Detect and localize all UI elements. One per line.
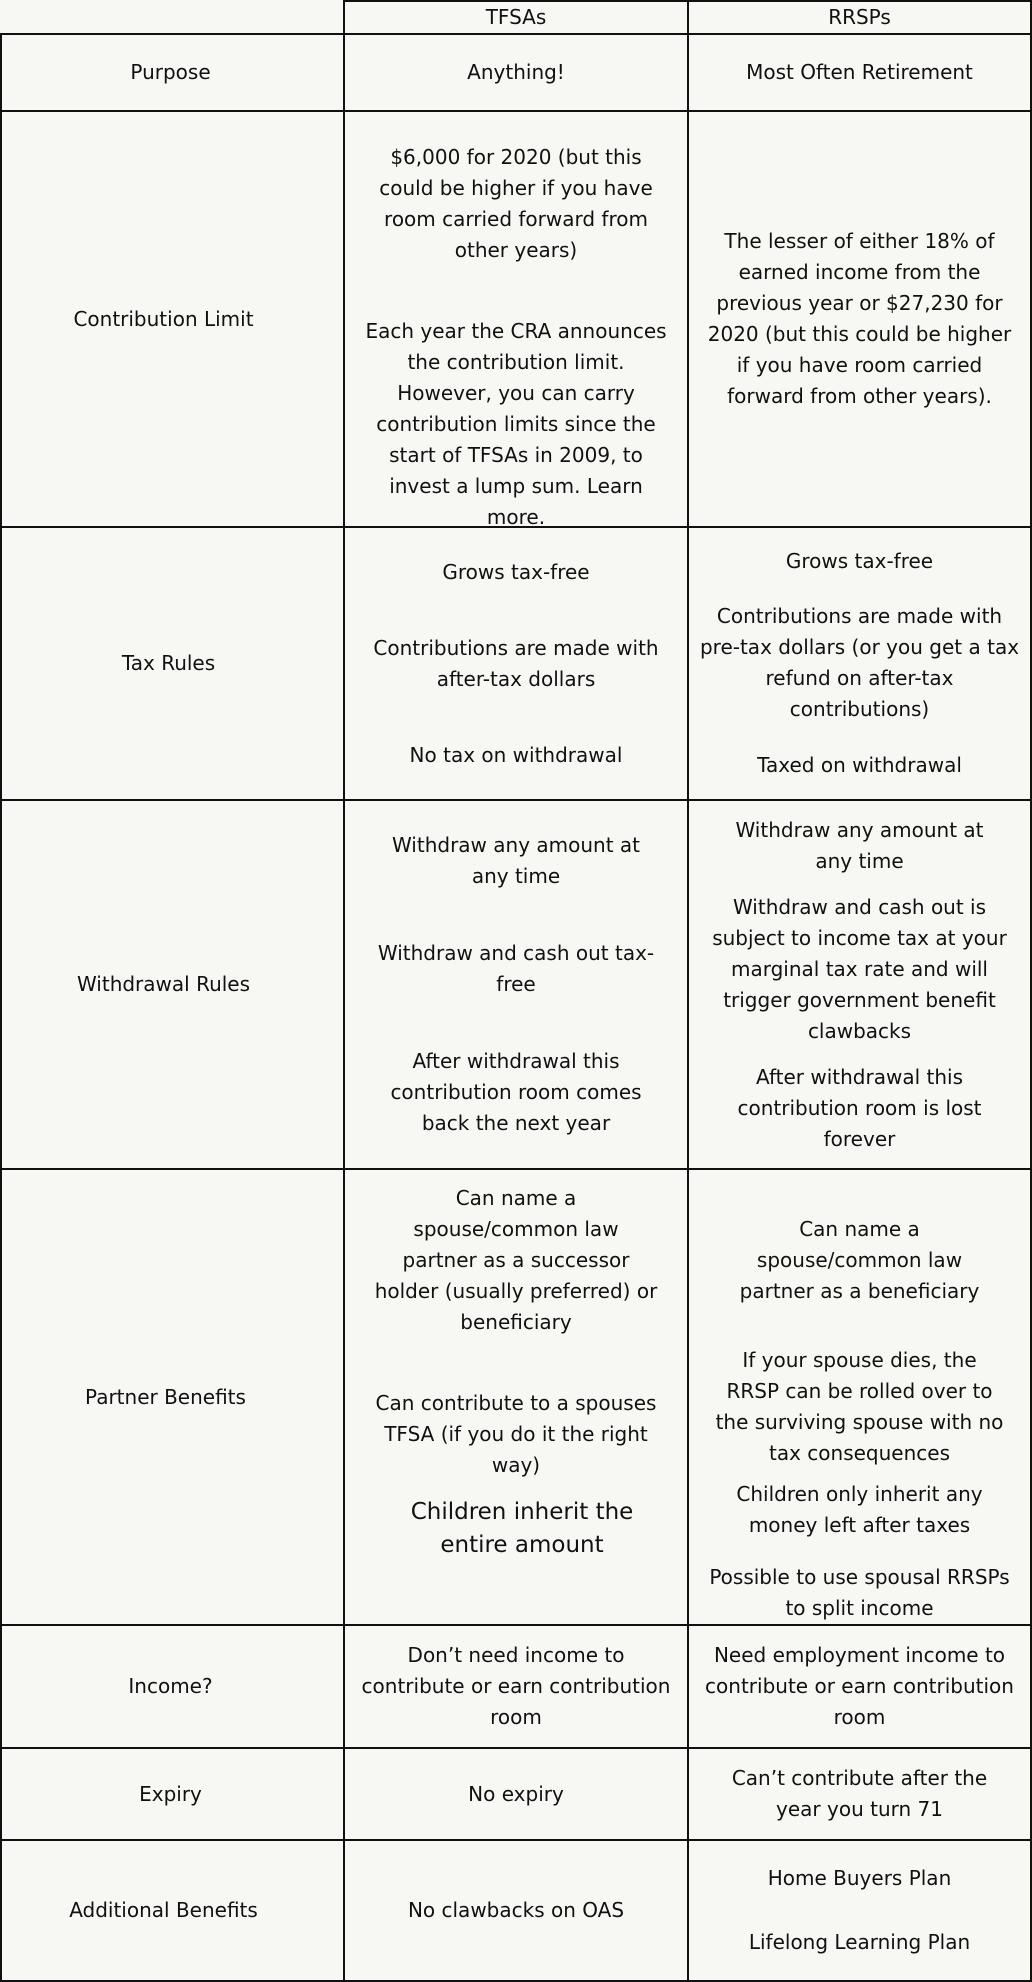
tfsa-withdrawal-rules-cell bbox=[345, 801, 687, 1168]
cell-text: Taxed on withdrawal bbox=[757, 752, 962, 777]
row-label-expiry bbox=[2, 1749, 339, 1839]
tfsa-income-cell bbox=[345, 1626, 687, 1747]
row-label-additional-benefits bbox=[2, 1841, 325, 1980]
rrsp-withdrawal-rules-cell bbox=[689, 801, 1030, 1168]
row-label-text: Partner Benefits bbox=[85, 1384, 246, 1409]
cell-text: Anything! bbox=[467, 60, 565, 84]
row-label-partner-benefits bbox=[2, 1170, 329, 1624]
cell-text: Children only inherit any money left after taxes bbox=[736, 1482, 983, 1537]
cell-text: Can’t contribute after the year you turn 71 bbox=[731, 1766, 988, 1821]
tfsa-additional-benefits-cell bbox=[345, 1841, 687, 1980]
cell-text: After withdrawal this contribution room is lost forever bbox=[737, 1064, 982, 1151]
tfsa-purpose-cell bbox=[345, 35, 687, 110]
cell-text: If your spouse dies, the RRSP can be rolled over to the surviving spouse with no tax consequences bbox=[715, 1348, 1004, 1465]
tfsa-expiry-cell bbox=[345, 1749, 687, 1839]
cell-text: Possible to use spousal RRSPs to split income bbox=[709, 1565, 1010, 1620]
header-text: RRSPs bbox=[828, 5, 891, 29]
tfsa-contribution-limit-cell bbox=[345, 112, 687, 529]
cell-text: Can name a spouse/common law partner as a beneficiary bbox=[739, 1217, 980, 1303]
row-label-text: Tax Rules bbox=[121, 651, 216, 675]
row-label-text: Income? bbox=[128, 1674, 213, 1698]
cell-text: No expiry bbox=[468, 1781, 564, 1806]
cell-text: Withdraw any amount at any time bbox=[391, 833, 641, 888]
row-label-contribution-limit bbox=[2, 112, 325, 526]
row-label-text: Expiry bbox=[139, 1781, 202, 1806]
cell-text: No clawbacks on OAS bbox=[407, 1898, 625, 1922]
rrsp-partner-benefits-cell bbox=[689, 1170, 1030, 1624]
rrsp-expiry-cell bbox=[689, 1749, 1030, 1839]
column-header-tfsa bbox=[345, 2, 687, 33]
rrsp-income-cell bbox=[689, 1626, 1030, 1747]
cell-text: Children inherit the entire amount bbox=[410, 1499, 634, 1558]
row-label-withdrawal-rules bbox=[2, 801, 325, 1168]
column-header-rrsp bbox=[689, 2, 1030, 33]
row-label-purpose bbox=[2, 35, 339, 110]
rrsp-purpose-cell bbox=[689, 35, 1030, 110]
cell-text: Home Buyers Plan bbox=[767, 1866, 952, 1891]
cell-text: Each year the CRA announces the contribution limit. However, you can carry contribution limits since the start of TFSAs in 2009, to invest a lump sum. Learn more. bbox=[365, 319, 667, 529]
cell-text: No tax on withdrawal bbox=[409, 742, 623, 767]
rrsp-tax-rules-cell bbox=[689, 528, 1030, 799]
cell-text: Can name a spouse/common law partner as a successor holder (usually preferred) or beneficiary bbox=[374, 1186, 658, 1334]
cell-text: After withdrawal this contribution room comes back the next year bbox=[390, 1049, 642, 1135]
rrsp-contribution-limit-cell bbox=[689, 112, 1030, 526]
row-label-text: Withdrawal Rules bbox=[76, 972, 251, 996]
rrsp-additional-benefits-cell bbox=[689, 1841, 1030, 1980]
tfsa-partner-benefits-cell bbox=[345, 1170, 687, 1624]
cell-text: Can contribute to a spouses TFSA (if you do it the right way) bbox=[375, 1391, 657, 1477]
row-label-text: Contribution Limit bbox=[73, 306, 254, 331]
row-label-tax-rules bbox=[2, 528, 335, 799]
cell-text: $6,000 for 2020 (but this could be higher if you have room carried forward from other years) bbox=[379, 145, 653, 262]
cell-text: Grows tax-free bbox=[442, 559, 590, 584]
cell-text: The lesser of either 18% of earned income from the previous year or $27,230 for 2020 (but this could be higher if you have room carried forward from other years). bbox=[707, 229, 1012, 408]
cell-text: Contributions are made with pre-tax dollars (or you get a tax refund on after-tax contributions) bbox=[699, 604, 1020, 722]
header-text: TFSAs bbox=[485, 5, 547, 29]
cell-text: Lifelong Learning Plan bbox=[748, 1929, 971, 1954]
cell-text: Most Often Retirement bbox=[746, 60, 973, 84]
cell-text: Need employment income to contribute or earn contribution room bbox=[705, 1643, 1014, 1729]
tfsa-tax-rules-cell bbox=[345, 528, 687, 799]
row-label-income bbox=[2, 1626, 339, 1747]
cell-text: Withdraw any amount at any time bbox=[735, 817, 984, 873]
cell-text: Withdraw and cash out is subject to income tax at your marginal tax rate and will trigger government benefit clawbacks bbox=[712, 894, 1007, 1043]
row-label-text: Purpose bbox=[130, 60, 211, 84]
cell-text: Withdraw and cash out tax-free bbox=[377, 941, 655, 996]
cell-text: Contributions are made with after-tax dollars bbox=[373, 635, 659, 691]
cell-text: Don’t need income to contribute or earn contribution room bbox=[361, 1643, 671, 1729]
row-label-text: Additional Benefits bbox=[69, 1898, 258, 1922]
cell-text: Grows tax-free bbox=[785, 549, 934, 574]
